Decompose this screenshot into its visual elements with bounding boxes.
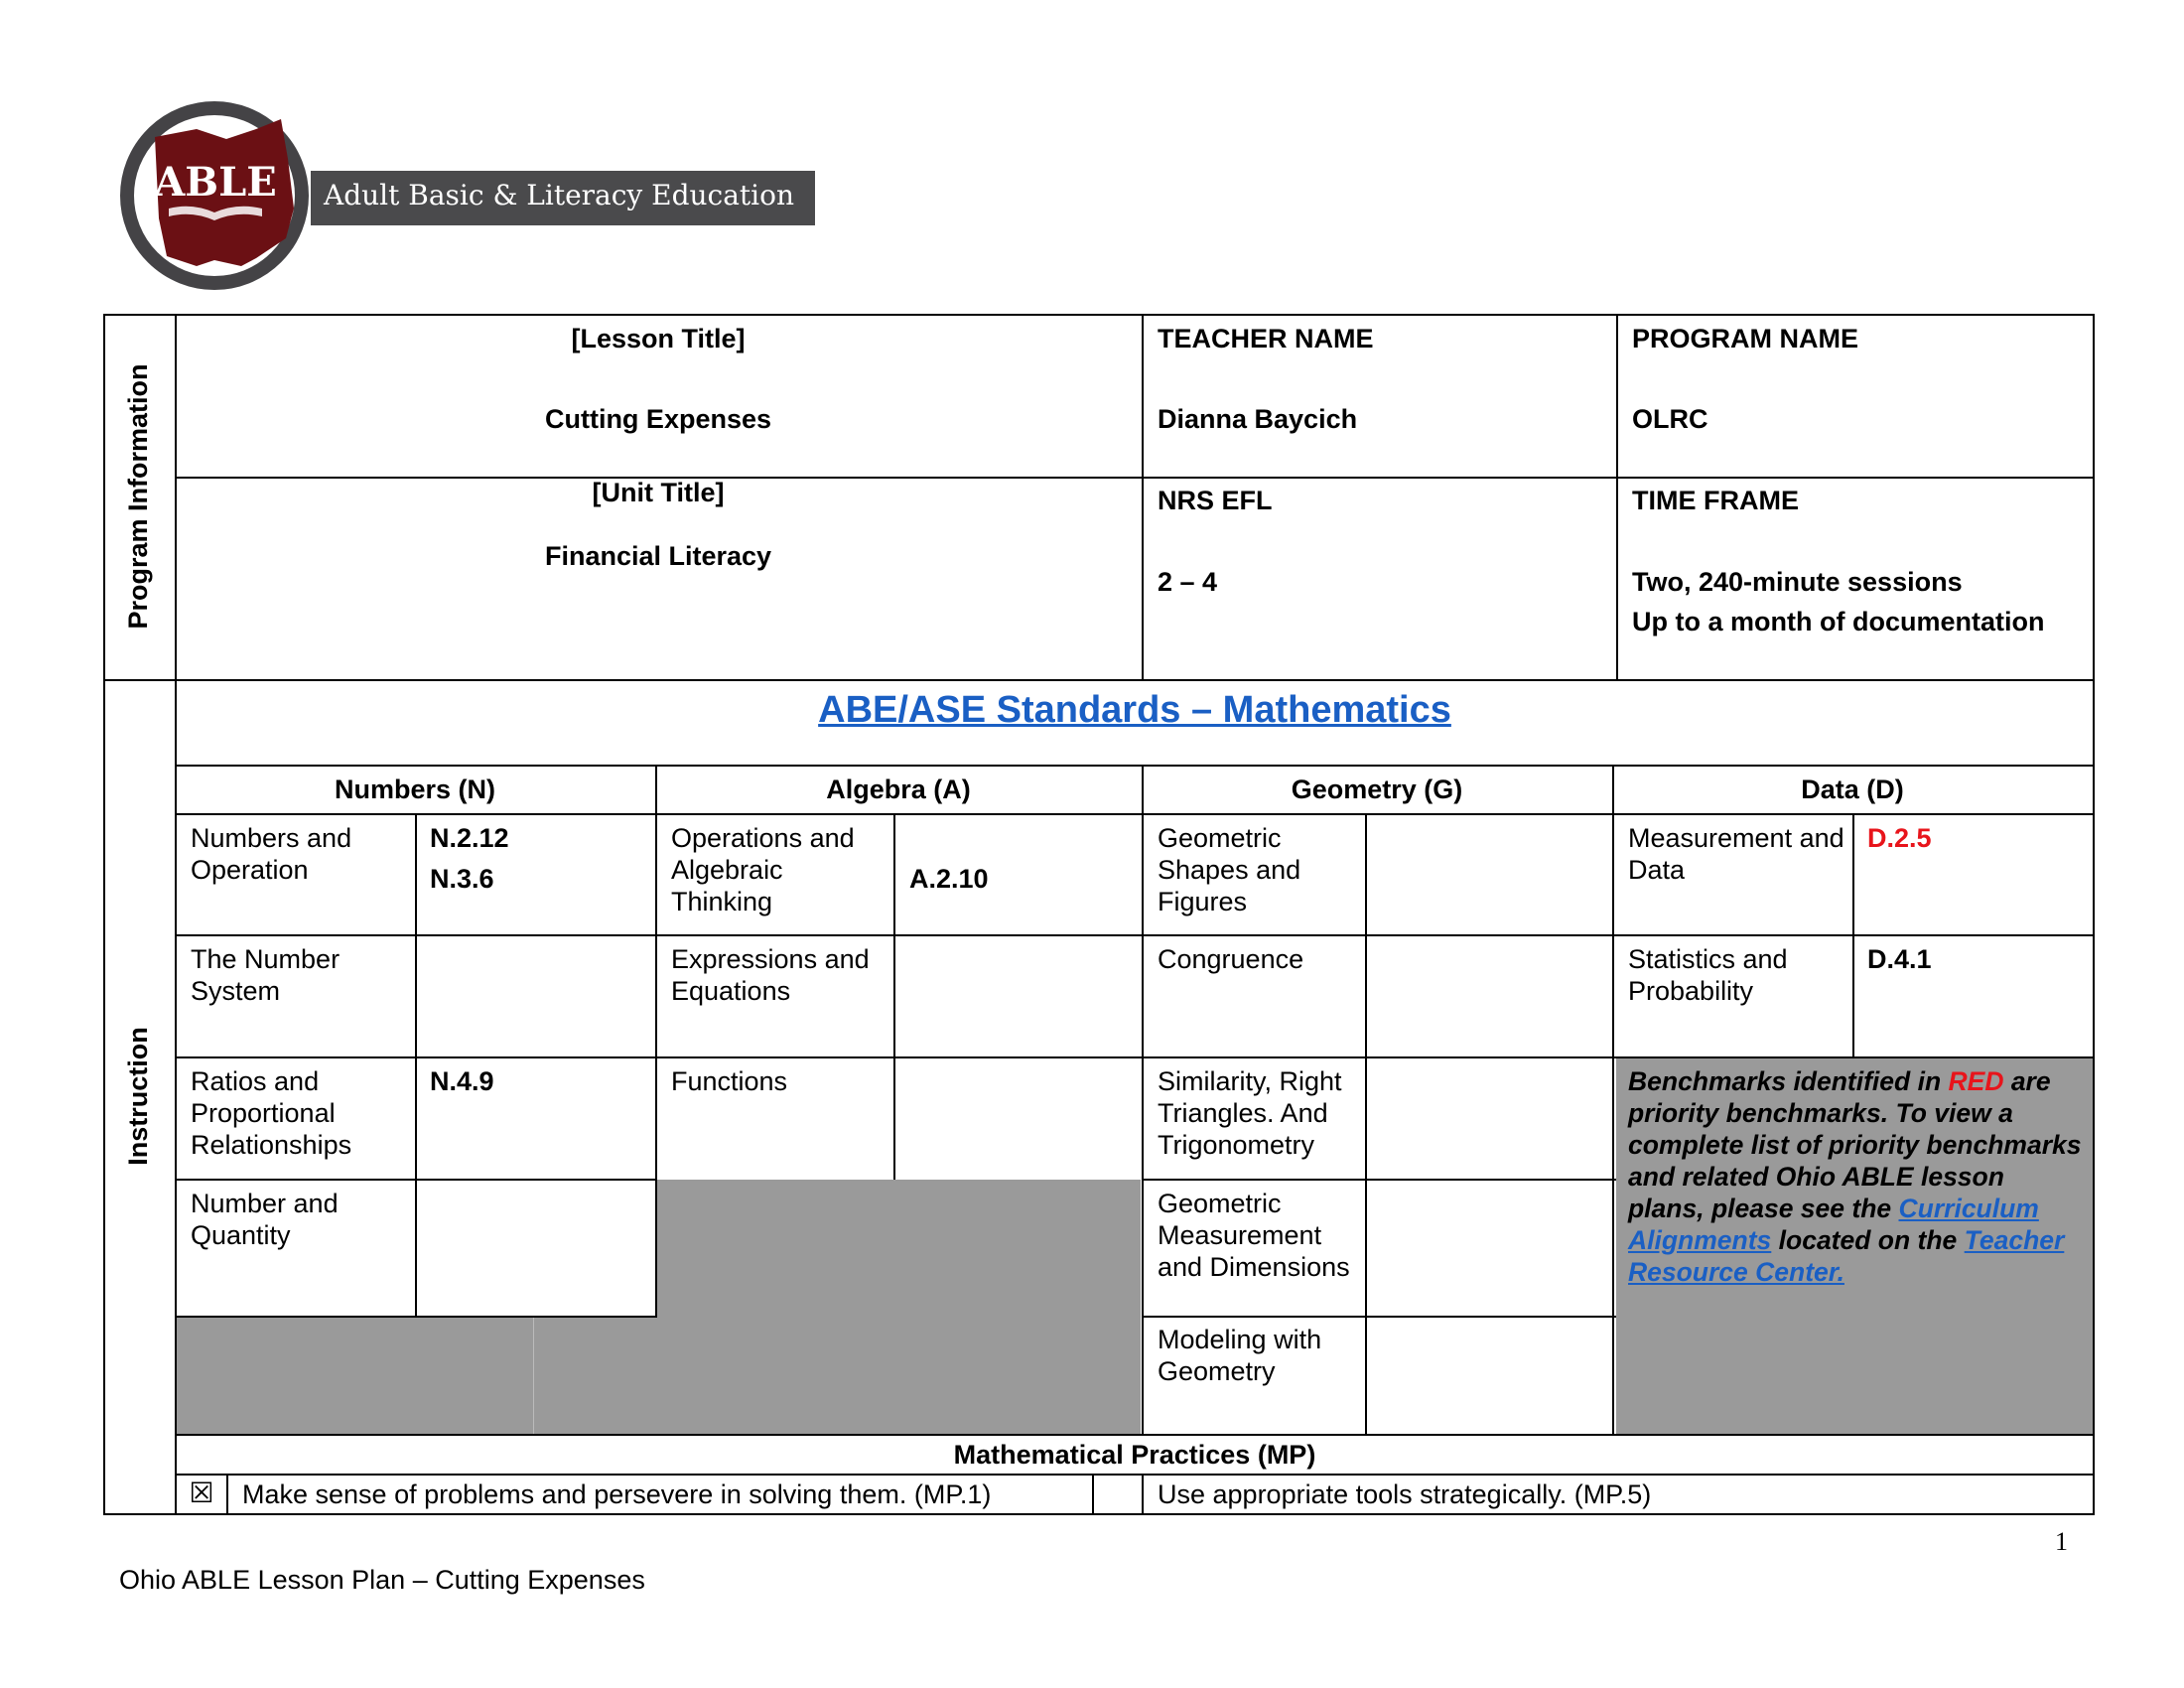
note-text: are priority benchmarks. To view a complete list of priority benchmarks and related Ohio ABLE lesson plans, please see the bbox=[1628, 1066, 2082, 1223]
time-frame-label: TIME FRAME bbox=[1632, 486, 1799, 515]
footer-document-title: Ohio ABLE Lesson Plan – Cutting Expenses bbox=[119, 1565, 645, 1595]
geometry-column-header: Geometry (G) bbox=[1291, 774, 1463, 804]
unit-title: Financial Literacy bbox=[544, 541, 772, 571]
priority-benchmark-code: D.2.5 bbox=[1867, 823, 1932, 853]
mp5-checkbox[interactable] bbox=[1094, 1476, 1142, 1513]
mp1-checkbox[interactable]: ☒ bbox=[189, 1477, 214, 1509]
congruence: Congruence bbox=[1158, 944, 1304, 974]
empty-numbers-cell bbox=[176, 1316, 1141, 1434]
nrs-efl-value: 2 – 4 bbox=[1158, 567, 1218, 597]
expressions-and-equations: Expressions and Equations bbox=[671, 944, 870, 1006]
benchmark-code: A.2.10 bbox=[909, 864, 989, 894]
instruction-label: Instruction bbox=[123, 1027, 153, 1166]
note-red-word: RED bbox=[1948, 1066, 2004, 1096]
time-frame-line2: Up to a month of documentation bbox=[1632, 607, 2045, 636]
note-text: located on the bbox=[1771, 1225, 1965, 1255]
time-frame-line1: Two, 240-minute sessions bbox=[1632, 567, 1963, 597]
unit-title-label: [Unit Title] bbox=[592, 478, 725, 507]
operations-and-algebraic-thinking: Operations and Algebraic Thinking bbox=[671, 823, 855, 916]
geometric-shapes-and-figures: Geometric Shapes and Figures bbox=[1158, 823, 1301, 916]
the-number-system: The Number System bbox=[191, 944, 341, 1006]
numbers-and-operation: Numbers and Operation bbox=[191, 823, 352, 885]
logo-banner-text: Adult Basic & Literacy Education bbox=[324, 179, 795, 211]
statistics-and-probability: Statistics and Probability bbox=[1628, 944, 1788, 1006]
mp5-label: Use appropriate tools strategically. (MP.5) bbox=[1158, 1479, 1652, 1509]
similarity-right-triangles-trigonometry: Similarity, Right Triangles. And Trigonometry bbox=[1158, 1066, 1342, 1160]
number-and-quantity: Number and Quantity bbox=[191, 1189, 339, 1250]
data-column-header: Data (D) bbox=[1801, 774, 1904, 804]
ratios-and-proportional-relationships: Ratios and Proportional Relationships bbox=[191, 1066, 352, 1160]
benchmark-code: N.4.9 bbox=[430, 1066, 494, 1096]
standards-heading: ABE/ASE Standards – Mathematics bbox=[818, 689, 1451, 731]
teacher-name-label: TEACHER NAME bbox=[1158, 324, 1374, 353]
note-text: Benchmarks identified in bbox=[1628, 1066, 1949, 1096]
nrs-efl-label: NRS EFL bbox=[1158, 486, 1273, 515]
faint-divider bbox=[533, 1316, 534, 1434]
page-number: 1 bbox=[2055, 1527, 2068, 1556]
program-name: OLRC bbox=[1632, 404, 1708, 434]
lesson-title-label: [Lesson Title] bbox=[571, 324, 746, 353]
logo-badge-text: ABLE bbox=[154, 159, 277, 206]
measurement-and-data: Measurement and Data bbox=[1628, 823, 1844, 885]
mp1-label: Make sense of problems and persevere in solving them. (MP.1) bbox=[242, 1479, 992, 1509]
benchmark-note bbox=[1628, 1065, 2087, 1288]
benchmark-code: D.4.1 bbox=[1867, 944, 1932, 974]
teacher-resource-center-link[interactable]: Teacher Resource Center. bbox=[1628, 1225, 2065, 1287]
mathematical-practices-heading: Mathematical Practices (MP) bbox=[953, 1440, 1316, 1470]
numbers-column-header: Numbers (N) bbox=[334, 774, 495, 804]
curriculum-alignments-link[interactable]: Curriculum Alignments bbox=[1628, 1194, 2039, 1255]
modeling-with-geometry: Modeling with Geometry bbox=[1158, 1325, 1322, 1386]
teacher-name: Dianna Baycich bbox=[1158, 404, 1358, 434]
benchmark-code: N.2.12 bbox=[430, 823, 509, 853]
geometric-measurement-and-dimensions: Geometric Measurement and Dimensions bbox=[1158, 1189, 1350, 1282]
lesson-title: Cutting Expenses bbox=[544, 404, 772, 434]
algebra-column-header: Algebra (A) bbox=[826, 774, 971, 804]
program-information-label: Program Information bbox=[123, 363, 153, 630]
benchmark-code: N.3.6 bbox=[430, 864, 494, 894]
functions: Functions bbox=[671, 1066, 788, 1096]
program-name-label: PROGRAM NAME bbox=[1632, 324, 1858, 353]
